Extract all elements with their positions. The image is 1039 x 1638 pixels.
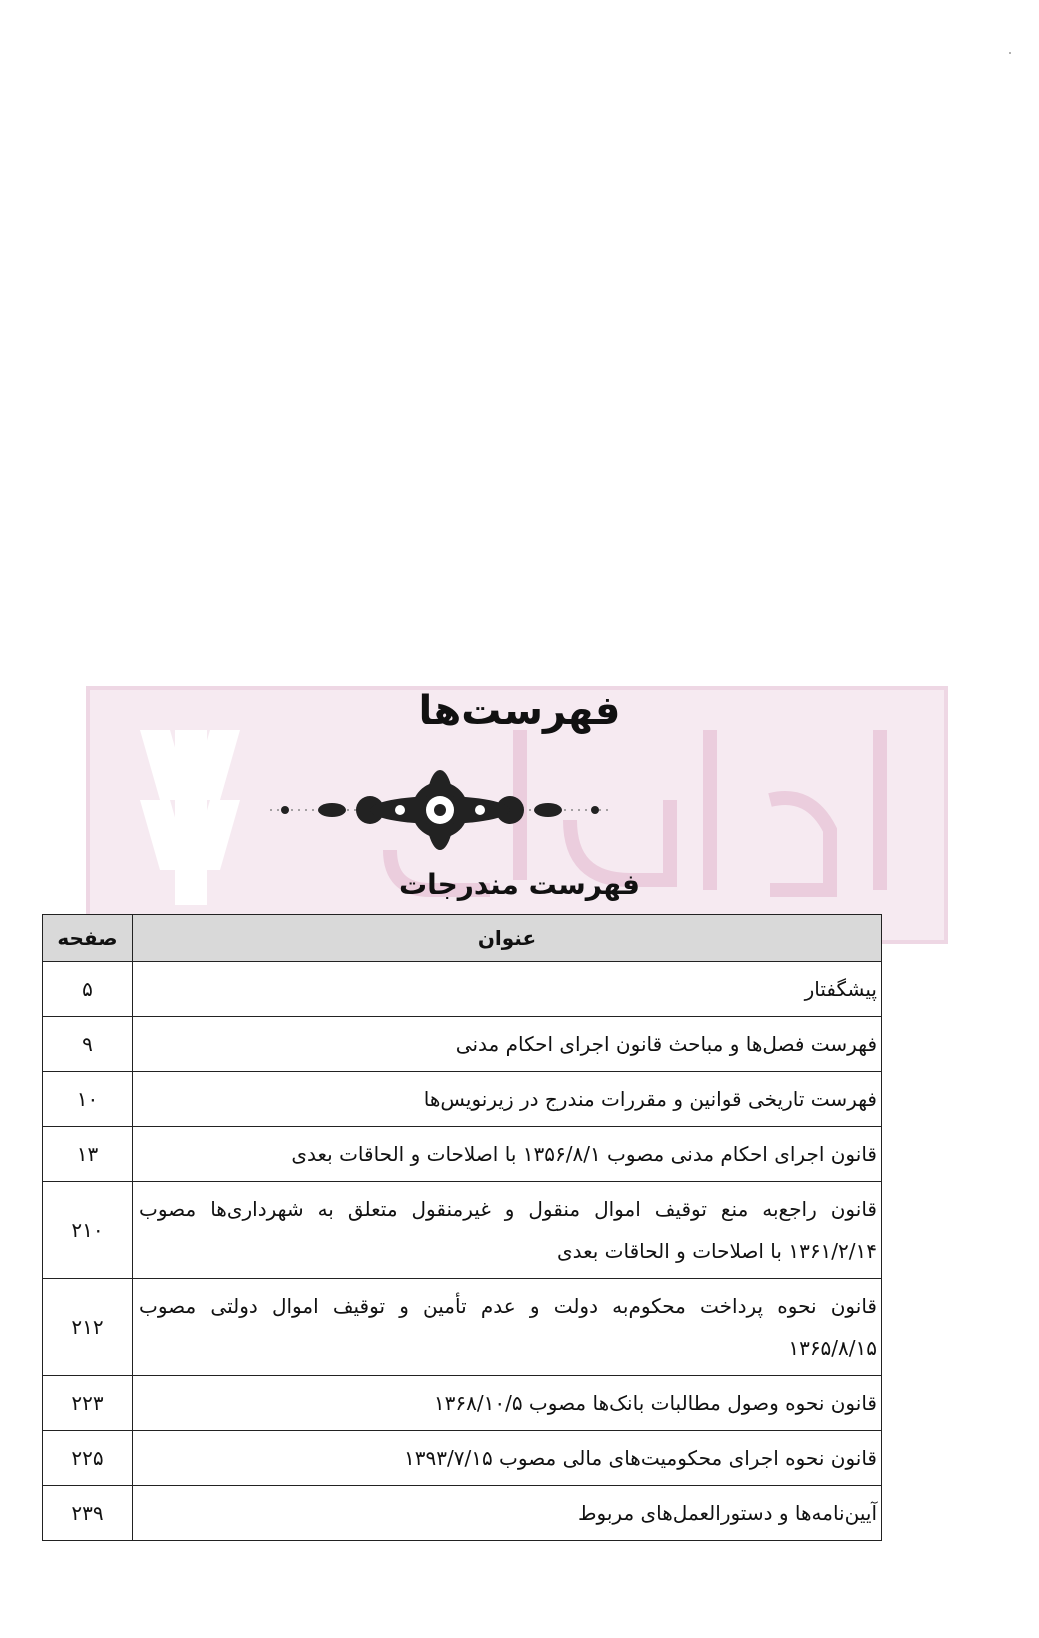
entry-title: پیشگفتار xyxy=(133,962,882,1017)
entry-title: قانون نحوه اجرای محکومیت‌های مالی مصوب ۱۳۹۳/۷/۱۵ xyxy=(133,1431,882,1486)
table-row xyxy=(43,1127,882,1182)
speck xyxy=(1009,52,1011,54)
contents-table xyxy=(42,914,882,1541)
entry-title: قانون نحوه وصول مطالبات بانک‌ها مصوب ۱۳۶۸/۱۰/۵ xyxy=(133,1376,882,1431)
table-row xyxy=(43,1182,882,1279)
entry-page: ۲۱۰ xyxy=(43,1182,133,1279)
entry-title: فهرست تاریخی قوانین و مقررات مندرج در زیرنویس‌ها xyxy=(133,1072,882,1127)
table-row xyxy=(43,1376,882,1431)
entry-title: قانون اجرای احکام مدنی مصوب ۱۳۵۶/۸/۱ با اصلاحات و الحاقات بعدی xyxy=(133,1127,882,1182)
table-row xyxy=(43,1486,882,1541)
entry-title: قانون راجع‌به منع توقیف اموال منقول و غیرمنقول متعلق به شهرداری‌ها مصوب ۱۳۶۱/۲/۱۴ با اصلاحات و الحاقات بعدی xyxy=(133,1182,882,1279)
ornament-divider xyxy=(270,765,610,855)
entry-page: ۲۳۹ xyxy=(43,1486,133,1541)
entry-page: ۱۳ xyxy=(43,1127,133,1182)
column-title-header: عنوان xyxy=(133,915,882,962)
entry-page: ۲۲۵ xyxy=(43,1431,133,1486)
table-row xyxy=(43,1072,882,1127)
table-row xyxy=(43,1017,882,1072)
entry-page: ۹ xyxy=(43,1017,133,1072)
entry-title: آیین‌نامه‌ها و دستورالعمل‌های مربوط xyxy=(133,1486,882,1541)
table-row xyxy=(43,1279,882,1376)
entry-title: قانون نحوه پرداخت محکوم‌به دولت و عدم تأمین و توقیف اموال دولتی مصوب ۱۳۶۵/۸/۱۵ xyxy=(133,1279,882,1376)
entry-page: ۵ xyxy=(43,962,133,1017)
entry-page: ۲۲۳ xyxy=(43,1376,133,1431)
table-row xyxy=(43,1431,882,1486)
table-row xyxy=(43,962,882,1017)
page-title: فهرست‌ها xyxy=(418,688,621,734)
table-header-row xyxy=(43,915,882,962)
entry-page: ۲۱۲ xyxy=(43,1279,133,1376)
column-page-header: صفحه xyxy=(43,915,133,962)
toc-heading: فهرست مندرجات xyxy=(398,868,641,901)
entry-page: ۱۰ xyxy=(43,1072,133,1127)
entry-title: فهرست فصل‌ها و مباحث قانون اجرای احکام مدنی xyxy=(133,1017,882,1072)
